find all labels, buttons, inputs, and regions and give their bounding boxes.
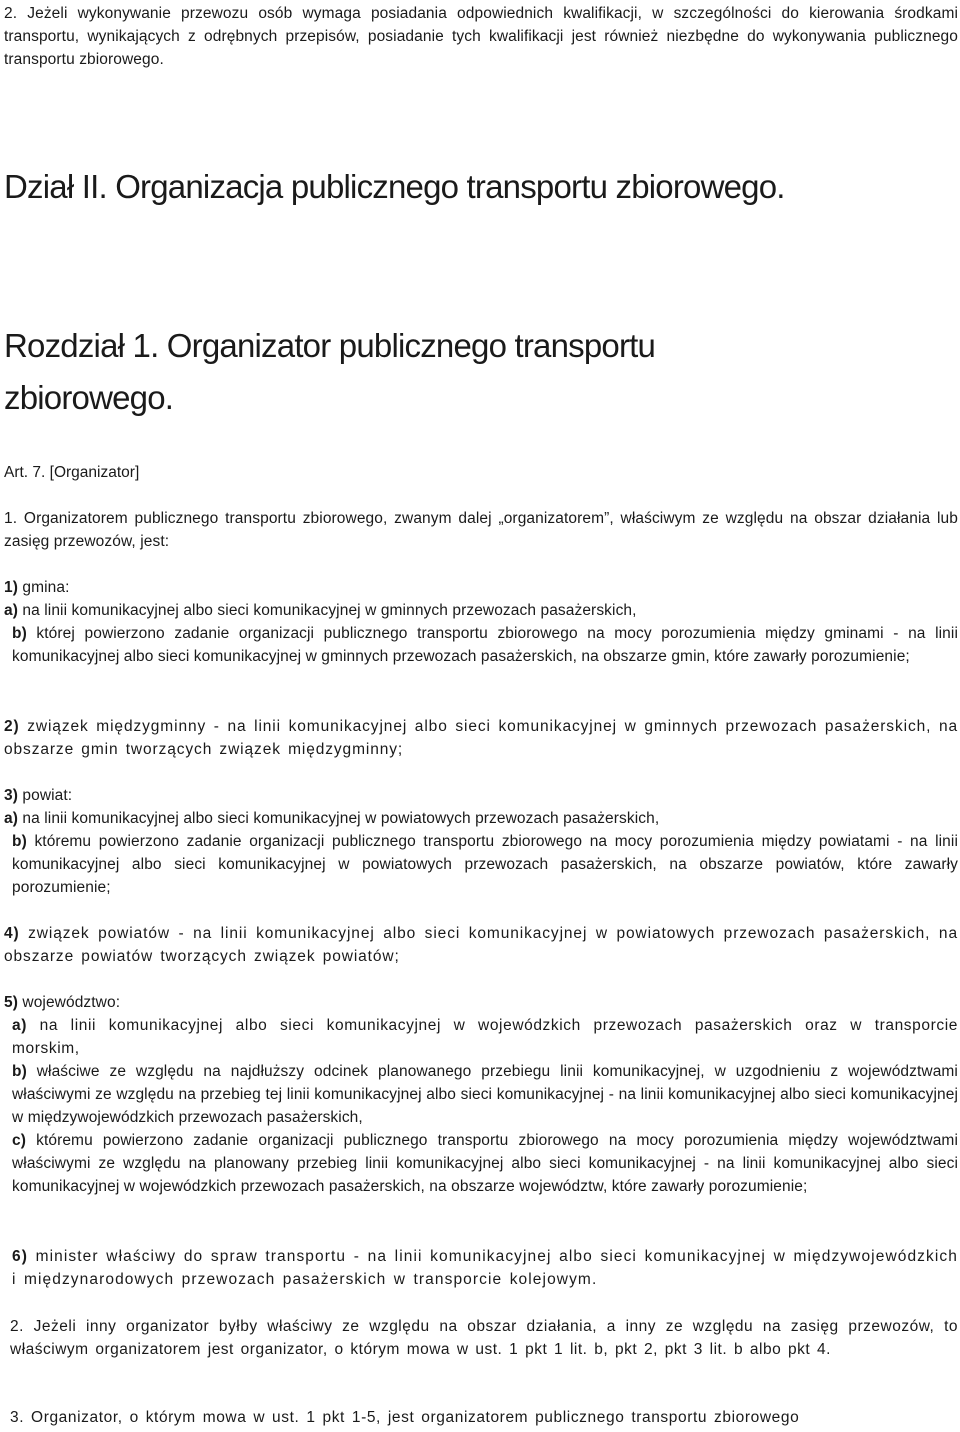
- chapter-heading-line2: zbiorowego.: [4, 379, 174, 416]
- point-number: 1): [4, 579, 18, 596]
- point-5: [4, 991, 958, 1198]
- point-text: związek międzygminny - na linii komunikacyjnej albo sieci komunikacyjnej w gminnych przewozach pasażerskich, na obszarze gmin tworzących związek międzygminny;: [4, 718, 958, 758]
- point-5-a: [4, 1014, 958, 1060]
- letter-text: na linii komunikacyjnej albo sieci komunikacyjnej w wojewódzkich przewozach pasażerskich oraz w transporcie morskim,: [12, 1017, 958, 1057]
- point-6-text: [4, 1245, 958, 1291]
- letter-label: a): [4, 602, 18, 619]
- point-number: 2): [4, 718, 20, 735]
- article-title: Art. 7. [Organizator]: [4, 464, 140, 481]
- point-3-a: [4, 807, 958, 830]
- point-1-head: [4, 576, 958, 599]
- letter-label: b): [12, 625, 27, 642]
- point-head-text: województwo:: [22, 994, 121, 1011]
- point-5-c: [4, 1129, 958, 1198]
- point-text: minister właściwy do spraw transportu - na linii komunikacyjnej albo sieci komunikacyjnej w międzywojewódzkich i międzynarodowych przewozach pasażerskich w transporcie kolejowym.: [12, 1248, 958, 1288]
- point-number: 3): [4, 787, 18, 804]
- letter-label: b): [12, 833, 27, 850]
- letter-label: b): [12, 1063, 27, 1080]
- letter-text: której powierzono zadanie organizacji publicznego transportu zbiorowego na mocy porozumienia między gminami - na linii komunikacyjnej albo sieci komunikacyjnej w gminnych przewozach pasażerskich, na obszarze gmin, które zawarły porozumienie;: [12, 625, 958, 665]
- point-1-b: [4, 622, 958, 668]
- point-head-text: powiat:: [22, 787, 73, 804]
- point-5-b: [4, 1060, 958, 1129]
- point-number: 6): [12, 1248, 28, 1265]
- point-2-text: [4, 715, 958, 761]
- letter-label: a): [4, 810, 18, 827]
- point-1: [4, 576, 958, 668]
- point-head-text: gmina:: [22, 579, 70, 596]
- letter-label: c): [12, 1132, 26, 1149]
- point-3-head: [4, 784, 958, 807]
- chapter-heading-line1: Rozdział 1. Organizator publicznego transportu: [4, 327, 656, 364]
- letter-text: właściwe ze względu na najdłuższy odcinek planowanego przebiegu linii komunikacyjnej, w uzgodnieniu z województwami właściwymi ze względu na przebieg tej linii komunikacyjnej albo sieci komunikacyjnej - na linii komunikacyjnej albo sieci komunikacyjnej w międzywojewódzkich przewozach pasażerskich,: [12, 1063, 958, 1126]
- point-6: [4, 1245, 958, 1291]
- point-3: [4, 784, 958, 899]
- point-4: [4, 922, 958, 968]
- ust2-paragraph: 2. Jeżeli inny organizator byłby właściwy ze względu na obszar działania, a inny ze względu na zasięg przewozów, to właściwym organizatorem jest organizator, o którym mowa w ust. 1 pkt 1 lit. b, pkt 2, pkt 3 lit. b albo pkt 4.: [10, 1318, 958, 1358]
- letter-label: a): [12, 1017, 27, 1034]
- point-number: 5): [4, 994, 18, 1011]
- point-4-text: [4, 922, 958, 968]
- letter-text: na linii komunikacyjnej albo sieci komunikacyjnej w gminnych przewozach pasażerskich,: [22, 602, 637, 619]
- point-2: [4, 715, 958, 761]
- section-heading: Dział II. Organizacja publicznego transportu zbiorowego.: [4, 168, 785, 205]
- chapter-heading: [4, 320, 958, 424]
- point-5-head: [4, 991, 958, 1014]
- intro-paragraph: 2. Jeżeli wykonywanie przewozu osób wymaga posiadania odpowiednich kwalifikacji, w szczególności do kierowania środkami transportu, wynikających z odrębnych przepisów, posiadanie tych kwalifikacji jest również niezbędne do wykonywania publicznego transportu zbiorowego.: [4, 5, 958, 68]
- point-text: związek powiatów - na linii komunikacyjnej albo sieci komunikacyjnej w powiatowych przewozach pasażerskich, na obszarze powiatów tworzących związek powiatów;: [4, 925, 958, 965]
- letter-text: na linii komunikacyjnej albo sieci komunikacyjnej w powiatowych przewozach pasażerskich,: [22, 810, 660, 827]
- letter-text: któremu powierzono zadanie organizacji publicznego transportu zbiorowego na mocy porozumienia między powiatami - na linii komunikacyjnej albo sieci komunikacyjnej w powiatowych przewozach pasażerskich, na obszarze powiatów, które zawarły porozumienie;: [12, 833, 958, 896]
- ust1-intro: 1. Organizatorem publicznego transportu zbiorowego, zwanym dalej „organizatorem”, właściwym ze względu na obszar działania lub zasięg przewozów, jest:: [4, 510, 958, 550]
- point-3-b: [4, 830, 958, 899]
- ust3-paragraph: 3. Organizator, o którym mowa w ust. 1 pkt 1-5, jest organizatorem publicznego transportu zbiorowego: [10, 1409, 800, 1426]
- letter-text: któremu powierzono zadanie organizacji publicznego transportu zbiorowego na mocy porozumienia między województwami właściwymi ze względu na planowany przebieg linii komunikacyjnej albo sieci komunikacyjnej - na linii komunikacyjnej albo sieci komunikacyjnej w wojewódzkich przewozach pasażerskich, na obszarze województw, które zawarły porozumienie;: [12, 1132, 958, 1195]
- point-1-a: [4, 599, 958, 622]
- point-number: 4): [4, 925, 20, 942]
